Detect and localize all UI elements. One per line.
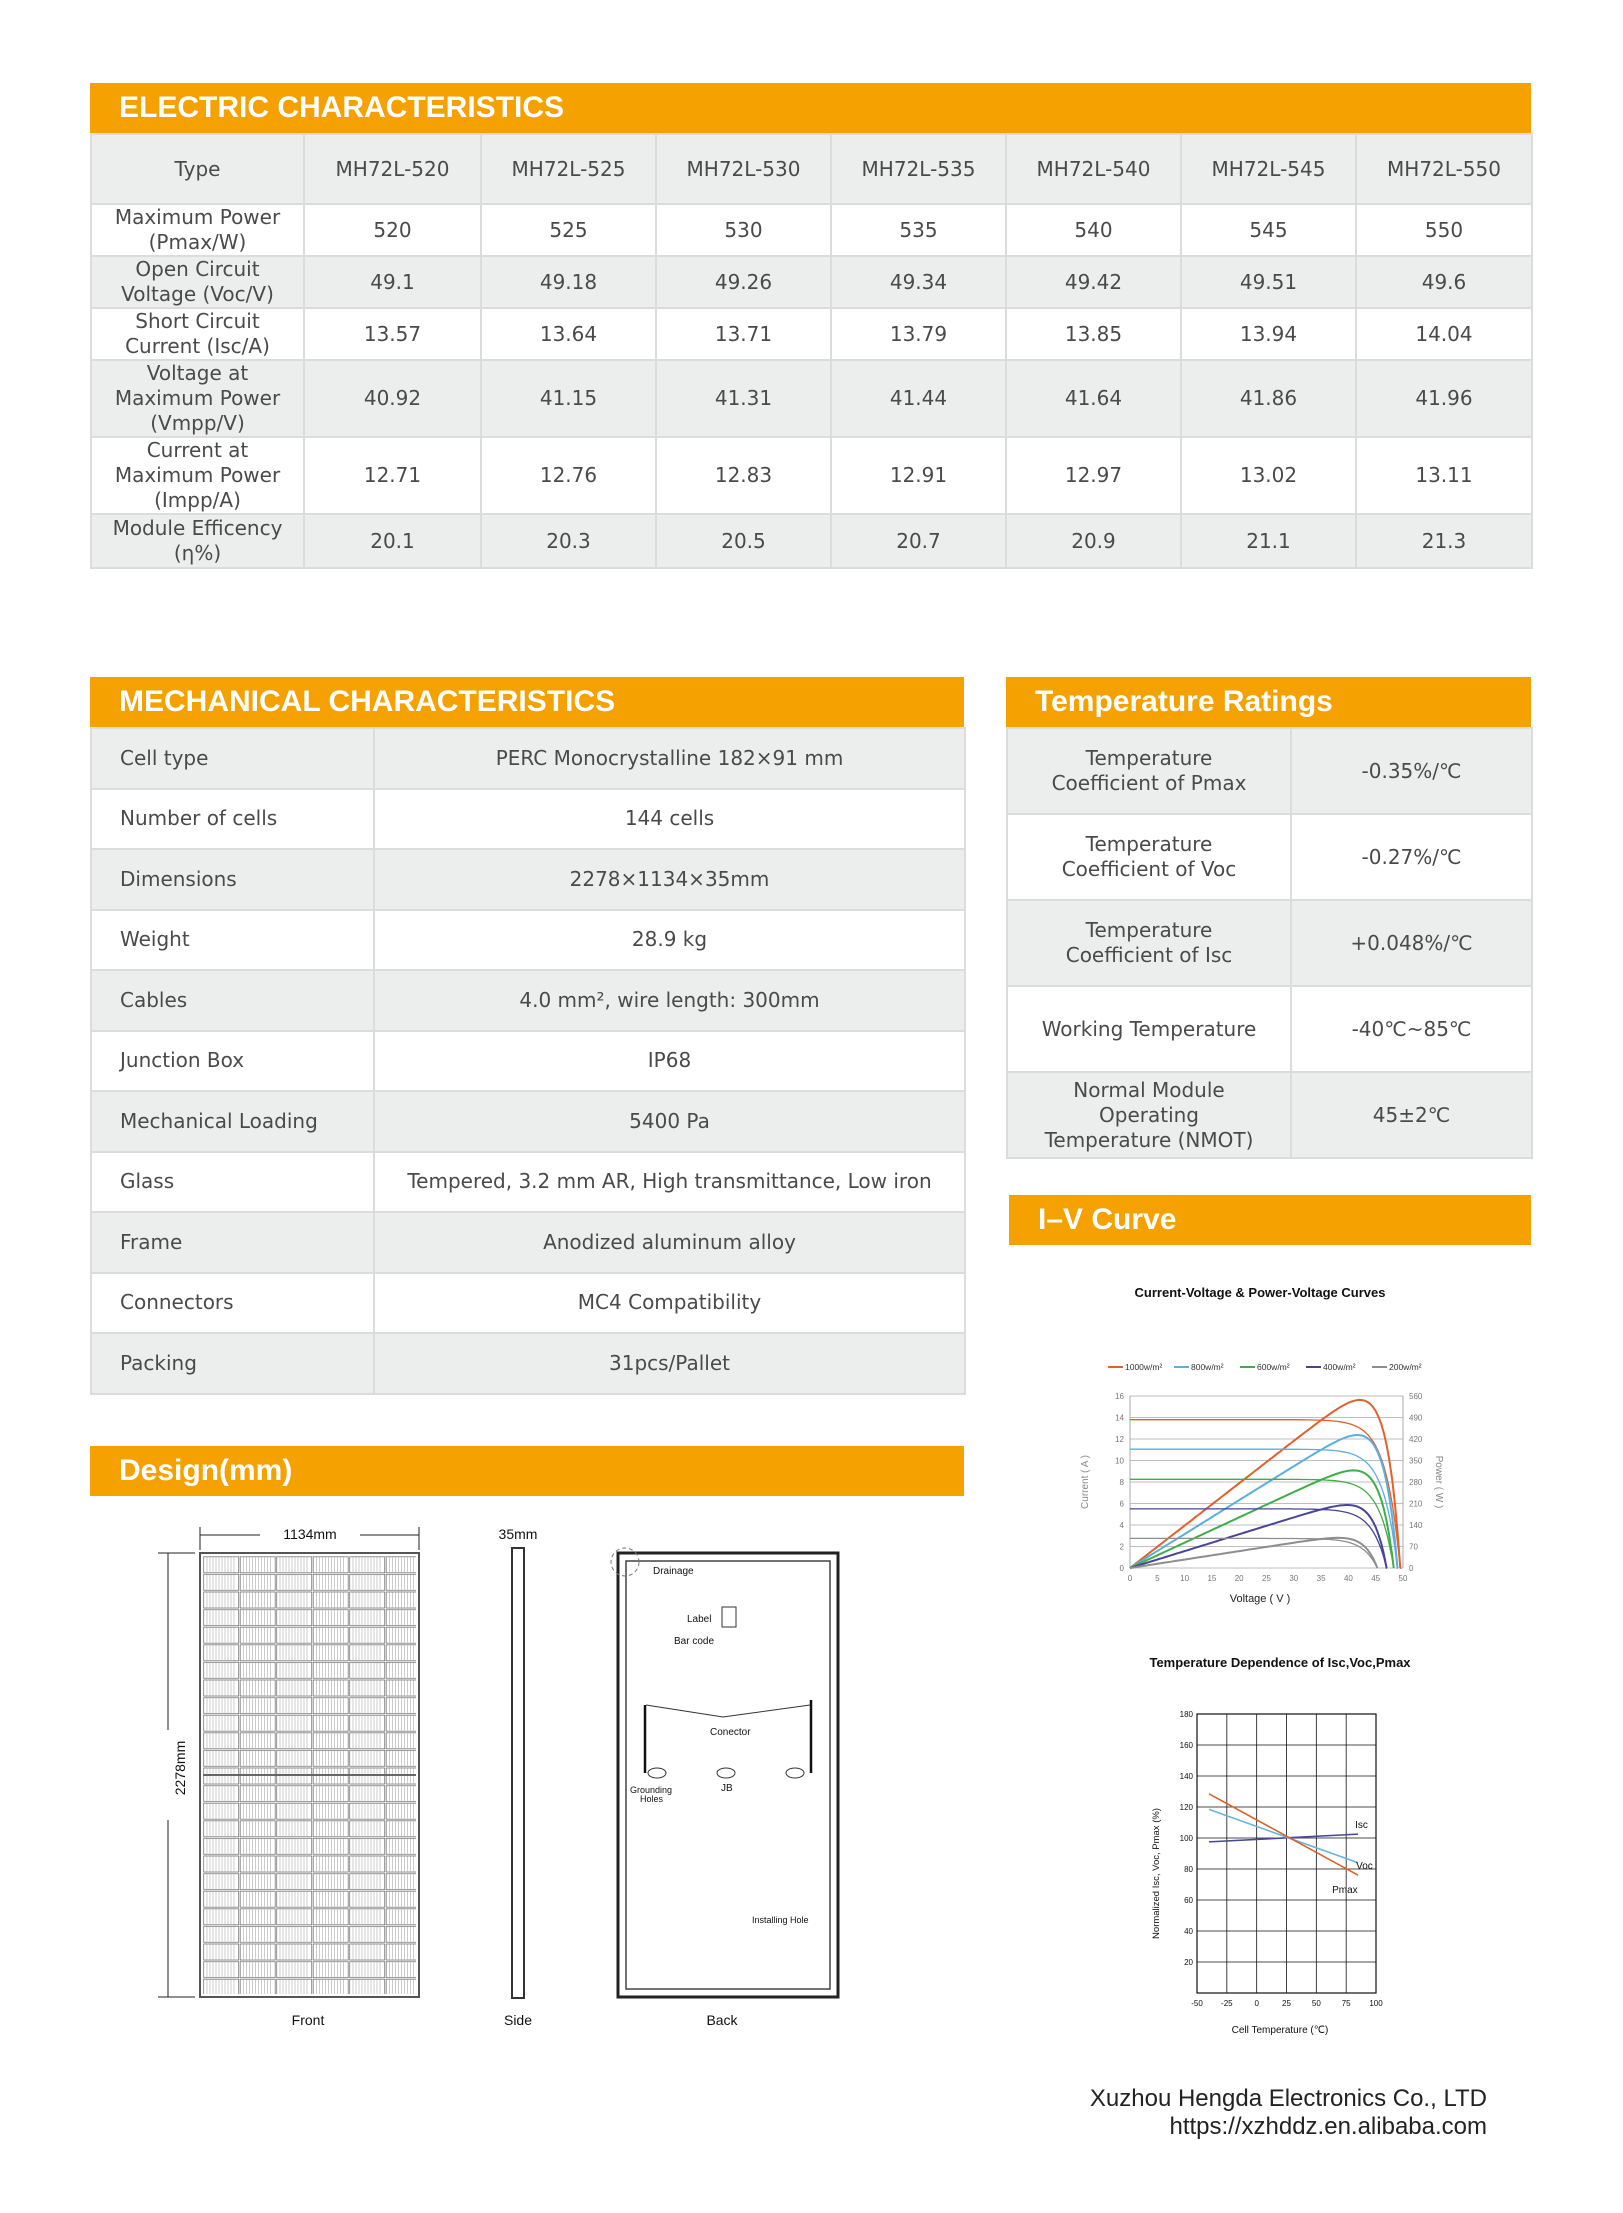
table-cell: 12.71: [304, 437, 481, 514]
table-cell: 13.94: [1181, 308, 1356, 360]
x-axis-label: Voltage ( V ): [1229, 1593, 1291, 1605]
table-cell: 49.18: [481, 256, 656, 308]
table-cell: 13.02: [1181, 437, 1356, 514]
y-tick-label: 80: [1184, 1865, 1193, 1874]
y2-tick-label: 350: [1409, 1456, 1423, 1466]
table-cell: 550: [1356, 204, 1532, 256]
table-cell: 41.96: [1356, 360, 1532, 437]
table-cell: Temperature Coefficient of Isc: [1007, 900, 1291, 986]
table-cell: 20.9: [1006, 514, 1181, 568]
table-cell: 49.34: [831, 256, 1006, 308]
table-cell: Junction Box: [91, 1031, 374, 1092]
table-cell: Mechanical Loading: [91, 1091, 374, 1152]
table-row: [91, 849, 965, 910]
table-cell: 49.1: [304, 256, 481, 308]
y-tick-label: 60: [1184, 1896, 1193, 1905]
y-tick-label: 0: [1119, 1564, 1124, 1573]
x-tick-label: 0: [1127, 1574, 1133, 1583]
x-tick-label: 20: [1234, 1574, 1244, 1583]
x-tick-label: 75: [1341, 1999, 1351, 2008]
table-row: [91, 134, 1532, 204]
y2-axis-label: Power ( W ): [1433, 1455, 1444, 1509]
temperature-dependence-chart: [1110, 1640, 1440, 2040]
module-drawings: [90, 1500, 964, 2060]
x-axis-label: Cell Temperature (℃): [1231, 2025, 1329, 2036]
y2-tick-label: 280: [1409, 1478, 1423, 1487]
table-cell: 525: [481, 204, 656, 256]
table-cell: 5400 Pa: [374, 1091, 965, 1152]
table-cell: IP68: [374, 1031, 965, 1092]
table-cell: 535: [831, 204, 1006, 256]
y2-tick-label: 420: [1409, 1435, 1423, 1444]
front-caption: Front: [291, 2012, 325, 2028]
y-tick-label: 14: [1115, 1413, 1124, 1423]
table-cell: Frame: [91, 1212, 374, 1273]
company-name: Xuzhou Hengda Electronics Co., LTD: [1089, 2085, 1487, 2112]
table-row: [91, 308, 1532, 360]
table-cell: Current at Maximum Power (Impp/A): [91, 437, 304, 514]
table-cell: Cell type: [91, 728, 374, 789]
table-cell: 41.86: [1181, 360, 1356, 437]
table-cell: 4.0 mm², wire length: 300mm: [374, 970, 965, 1031]
table-cell: PERC Monocrystalline 182×91 mm: [374, 728, 965, 789]
table-cell: 144 cells: [374, 789, 965, 850]
y-tick-label: 100: [1179, 1834, 1193, 1843]
legend-label: 1000w/m²: [1125, 1362, 1163, 1372]
barcode-callout: Bar code: [674, 1636, 715, 1647]
column-header: MH72L-540: [1006, 134, 1181, 204]
legend-label: 600w/m²: [1257, 1362, 1290, 1372]
table-cell: 13.71: [656, 308, 831, 360]
x-tick-label: 100: [1369, 1999, 1383, 2008]
column-header: MH72L-525: [481, 134, 656, 204]
x-tick-label: 50: [1311, 1999, 1321, 2008]
table-cell: 41.15: [481, 360, 656, 437]
table-cell: -40℃~85℃: [1291, 986, 1532, 1072]
x-tick-label: 0: [1254, 1999, 1259, 2008]
x-tick-label: 30: [1289, 1574, 1299, 1583]
x-tick-label: 50: [1398, 1574, 1408, 1583]
y2-tick-label: 210: [1409, 1499, 1423, 1509]
table-cell: 13.79: [831, 308, 1006, 360]
y-tick-label: 12: [1115, 1435, 1124, 1444]
connector-callout: Conector: [710, 1727, 751, 1738]
table-cell: 20.5: [656, 514, 831, 568]
table-cell: 14.04: [1356, 308, 1532, 360]
chart-title: Current-Voltage & Power-Voltage Curves: [1134, 1285, 1386, 1300]
table-cell: Connectors: [91, 1273, 374, 1334]
table-cell: 31pcs/Pallet: [374, 1333, 965, 1394]
y-tick-label: 6: [1119, 1499, 1124, 1509]
back-view: [611, 1548, 838, 1997]
table-cell: 12.83: [656, 437, 831, 514]
table-row: [91, 1031, 965, 1092]
table-cell: 545: [1181, 204, 1356, 256]
iv-curve-line: [1130, 1538, 1377, 1568]
table-row: [1007, 986, 1532, 1072]
table-cell: 20.7: [831, 514, 1006, 568]
side-view: [512, 1548, 524, 1998]
drainage-callout: Drainage: [653, 1566, 694, 1577]
front-view: [158, 1526, 419, 1997]
table-cell: Weight: [91, 910, 374, 971]
table-cell: Voltage at Maximum Power (Vmpp/V): [91, 360, 304, 437]
series-label: Isc: [1355, 1820, 1368, 1832]
table-row: [91, 910, 965, 971]
table-row: [91, 256, 1532, 308]
table-cell: 2278×1134×35mm: [374, 849, 965, 910]
table-row: [91, 789, 965, 850]
table-cell: 20.3: [481, 514, 656, 568]
height-dimension-label: 2278mm: [172, 1740, 188, 1796]
table-cell: Open Circuit Voltage (Voc/V): [91, 256, 304, 308]
table-cell: 41.31: [656, 360, 831, 437]
table-row: [91, 514, 1532, 568]
grounding-callout-2: Holes: [640, 1794, 664, 1804]
table-row: [1007, 1072, 1532, 1158]
table-cell: Temperature Coefficient of Pmax: [1007, 728, 1291, 814]
x-tick-label: 25: [1282, 1999, 1291, 2008]
table-cell: Cables: [91, 970, 374, 1031]
electric-table: [90, 133, 1533, 569]
iv-section-header: I–V Curve: [1009, 1195, 1531, 1245]
table-cell: 40.92: [304, 360, 481, 437]
table-row: [1007, 728, 1532, 814]
x-tick-label: 25: [1262, 1574, 1271, 1583]
table-cell: Normal Module Operating Temperature (NMOT): [1007, 1072, 1291, 1158]
column-header: MH72L-530: [656, 134, 831, 204]
table-cell: Number of cells: [91, 789, 374, 850]
y-tick-label: 20: [1184, 1958, 1193, 1967]
y2-tick-label: 70: [1409, 1542, 1418, 1552]
table-cell: MC4 Compatibility: [374, 1273, 965, 1334]
x-tick-label: 5: [1155, 1574, 1160, 1583]
table-cell: 28.9 kg: [374, 910, 965, 971]
table-cell: 49.6: [1356, 256, 1532, 308]
back-caption: Back: [706, 2012, 738, 2028]
table-cell: 21.1: [1181, 514, 1356, 568]
table-cell: Dimensions: [91, 849, 374, 910]
x-tick-label: 35: [1316, 1574, 1326, 1583]
y-axis-label: Current ( A ): [1080, 1455, 1091, 1509]
table-cell: Temperature Coefficient of Voc: [1007, 814, 1291, 900]
y-tick-label: 4: [1119, 1521, 1124, 1530]
table-cell: Working Temperature: [1007, 986, 1291, 1072]
table-cell: 49.51: [1181, 256, 1356, 308]
design-section-header: Design(mm): [90, 1446, 964, 1496]
table-cell: 12.76: [481, 437, 656, 514]
table-cell: 13.11: [1356, 437, 1532, 514]
y-tick-label: 120: [1179, 1803, 1193, 1812]
column-header: MH72L-550: [1356, 134, 1532, 204]
table-cell: 41.64: [1006, 360, 1181, 437]
table-cell: 49.42: [1006, 256, 1181, 308]
mechanical-section-header: MECHANICAL CHARACTERISTICS: [90, 677, 964, 727]
temperature-table: [1006, 727, 1533, 1159]
table-row: [1007, 900, 1532, 986]
table-cell: 12.91: [831, 437, 1006, 514]
iv-curve-chart: [1060, 1270, 1460, 1620]
y-tick-label: 180: [1179, 1710, 1193, 1719]
table-row: [91, 970, 965, 1031]
table-cell: 21.3: [1356, 514, 1532, 568]
table-row: [91, 1333, 965, 1394]
x-tick-label: 15: [1207, 1574, 1217, 1583]
y-tick-label: 16: [1115, 1392, 1124, 1401]
y-tick-label: 160: [1179, 1741, 1193, 1750]
label-callout: Label: [687, 1614, 712, 1625]
table-cell: Maximum Power (Pmax/W): [91, 204, 304, 256]
table-cell: Module Efficency (η%): [91, 514, 304, 568]
column-header: MH72L-520: [304, 134, 481, 204]
pv-curve-line: [1130, 1505, 1387, 1568]
column-header: MH72L-545: [1181, 134, 1356, 204]
side-dimension-label: 35mm: [498, 1526, 538, 1542]
company-url[interactable]: https://xzhddz.en.alibaba.com: [1169, 2113, 1487, 2140]
table-cell: 41.44: [831, 360, 1006, 437]
table-cell: -0.35%/℃: [1291, 728, 1532, 814]
table-cell: 13.85: [1006, 308, 1181, 360]
table-row: [91, 1152, 965, 1213]
table-row: [91, 1273, 965, 1334]
table-row: [91, 728, 965, 789]
chart-title: Temperature Dependence of Isc,Voc,Pmax: [1149, 1655, 1411, 1670]
y-tick-label: 10: [1115, 1456, 1124, 1466]
legend-label: 200w/m²: [1389, 1362, 1422, 1372]
temperature-section-header: Temperature Ratings: [1006, 677, 1531, 727]
y2-tick-label: 490: [1409, 1413, 1423, 1423]
installing-hole-callout: Installing Hole: [752, 1915, 809, 1925]
y-tick-label: 40: [1184, 1927, 1193, 1936]
iv-curve-line: [1130, 1420, 1400, 1568]
y-axis-label: Normalized Isc, Voc, Pmax (%): [1151, 1808, 1162, 1939]
y-tick-label: 140: [1179, 1772, 1193, 1781]
x-tick-label: 40: [1343, 1574, 1353, 1583]
table-row: [1007, 814, 1532, 900]
table-cell: 13.64: [481, 308, 656, 360]
table-row: [91, 204, 1532, 256]
table-row: [91, 1212, 965, 1273]
electric-section-header: ELECTRIC CHARACTERISTICS: [90, 83, 1531, 133]
y-tick-label: 8: [1119, 1478, 1124, 1487]
table-row: [91, 360, 1532, 437]
table-cell: 20.1: [304, 514, 481, 568]
grounding-callout: Grounding: [630, 1785, 673, 1795]
table-cell: 45±2℃: [1291, 1072, 1532, 1158]
pv-curve-line: [1130, 1538, 1377, 1568]
x-tick-label: -50: [1191, 1999, 1203, 2008]
side-caption: Side: [503, 2012, 533, 2028]
table-cell: Packing: [91, 1333, 374, 1394]
x-tick-label: -25: [1221, 1999, 1233, 2008]
x-tick-label: 10: [1180, 1574, 1190, 1583]
x-tick-label: 45: [1371, 1574, 1381, 1583]
table-row: [91, 1091, 965, 1152]
table-cell: +0.048%/℃: [1291, 900, 1532, 986]
table-cell: -0.27%/℃: [1291, 814, 1532, 900]
table-cell: 12.97: [1006, 437, 1181, 514]
table-cell: Anodized aluminum alloy: [374, 1212, 965, 1273]
table-cell: 49.26: [656, 256, 831, 308]
table-cell: 13.57: [304, 308, 481, 360]
width-dimension-label: 1134mm: [283, 1526, 337, 1542]
table-row: [91, 437, 1532, 514]
legend-label: 800w/m²: [1191, 1362, 1224, 1372]
jb-callout: JB: [721, 1783, 733, 1794]
column-header: Type: [91, 134, 304, 204]
y-tick-label: 2: [1119, 1542, 1124, 1552]
table-cell: 530: [656, 204, 831, 256]
series-label: Voc: [1356, 1860, 1373, 1872]
y2-tick-label: 140: [1409, 1521, 1423, 1530]
table-cell: 520: [304, 204, 481, 256]
table-cell: 540: [1006, 204, 1181, 256]
mechanical-table: [90, 727, 966, 1395]
column-header: MH72L-535: [831, 134, 1006, 204]
legend-label: 400w/m²: [1323, 1362, 1356, 1372]
series-label: Pmax: [1332, 1885, 1358, 1897]
y2-tick-label: 560: [1409, 1392, 1423, 1401]
table-cell: Glass: [91, 1152, 374, 1213]
table-cell: Short Circuit Current (Isc/A): [91, 308, 304, 360]
y2-tick-label: 0: [1409, 1564, 1414, 1573]
table-cell: Tempered, 3.2 mm AR, High transmittance, Low iron: [374, 1152, 965, 1213]
